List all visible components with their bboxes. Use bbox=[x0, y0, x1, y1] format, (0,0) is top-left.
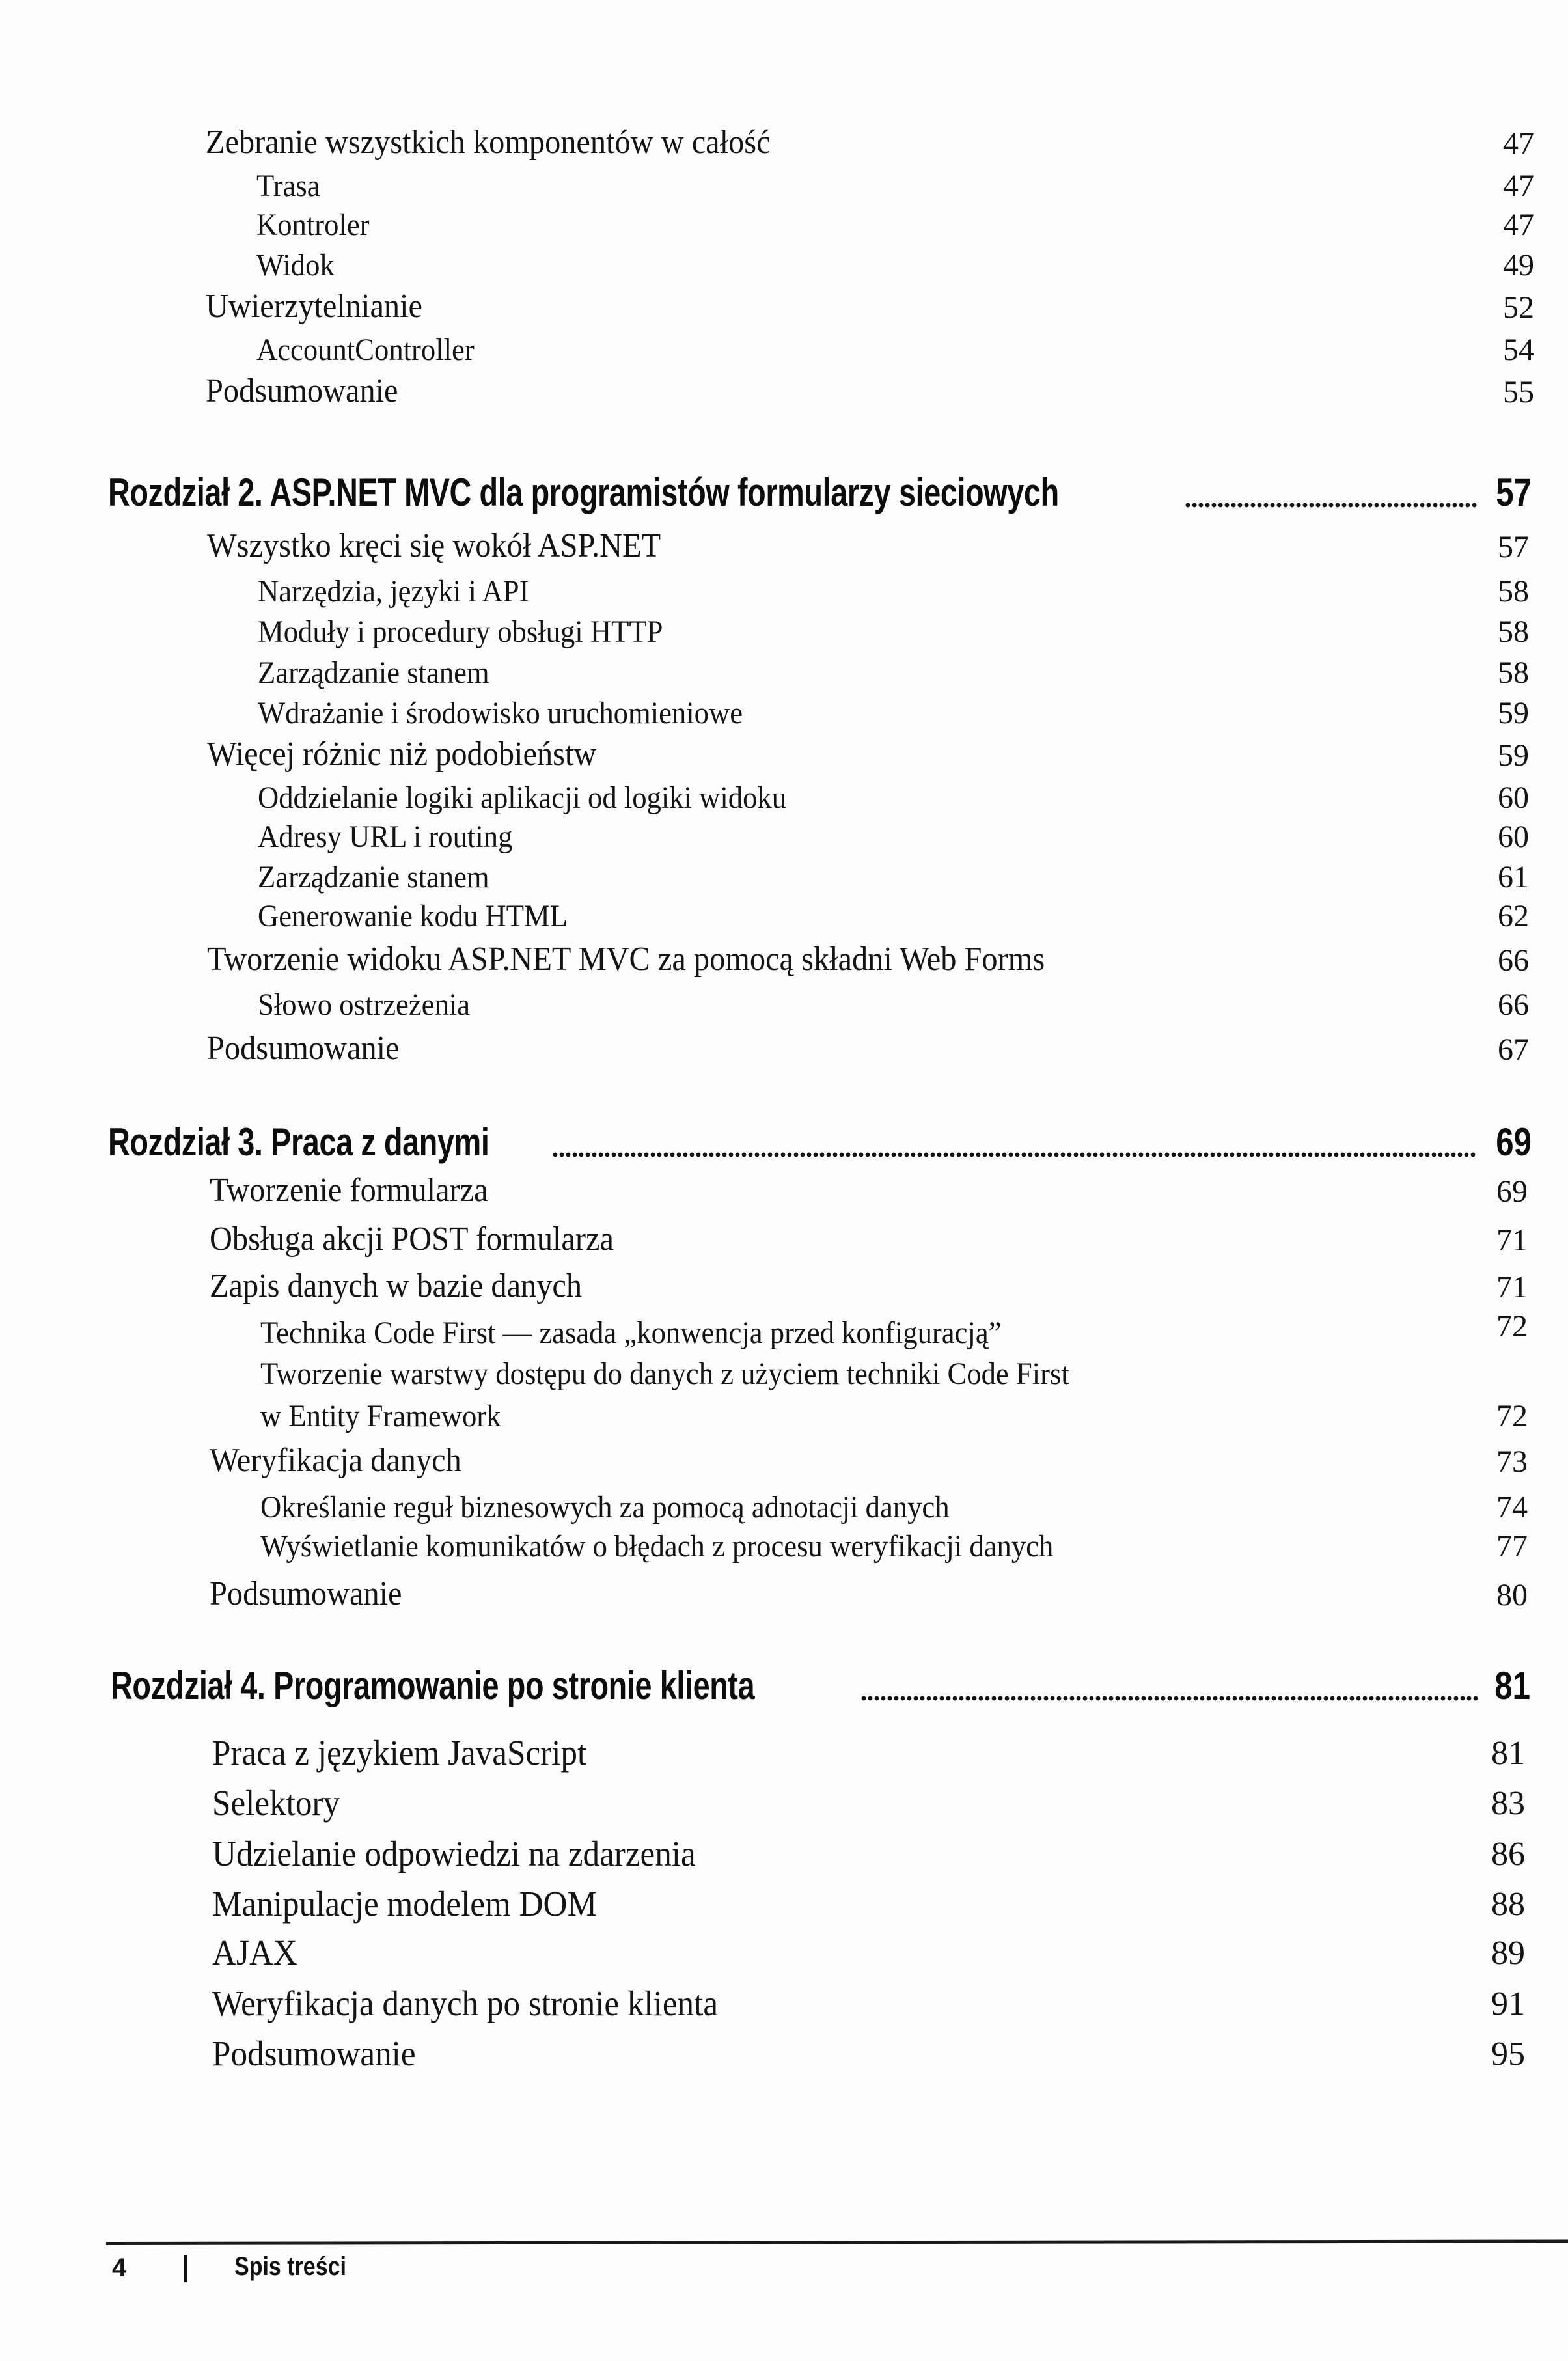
toc-entry-page: 59 bbox=[1498, 738, 1529, 773]
toc-entry-page: 52 bbox=[1503, 290, 1534, 325]
toc-entry-title: Słowo ostrzeżenia bbox=[258, 987, 471, 1022]
toc-entry-page: 80 bbox=[1496, 1578, 1528, 1612]
toc-entry-page: 66 bbox=[1498, 987, 1529, 1022]
toc-entry-page: 47 bbox=[1503, 126, 1534, 161]
toc-entry-page: 59 bbox=[1498, 696, 1529, 730]
toc-entry-title: Narzędzia, języki i API bbox=[258, 574, 529, 609]
toc-entry-title: Tworzenie warstwy dostępu do danych z użyciem techniki Code First bbox=[260, 1357, 1069, 1391]
toc-entry-title: Podsumowanie bbox=[210, 1575, 402, 1612]
toc-entry-page: 89 bbox=[1491, 1935, 1525, 1972]
chapter-page: 81 bbox=[1494, 1664, 1530, 1707]
toc-entry-title: Weryfikacja danych bbox=[210, 1442, 461, 1479]
toc-entry-page: 49 bbox=[1503, 248, 1534, 283]
toc-entry-page: 47 bbox=[1503, 169, 1534, 203]
toc-entry-title: AJAX bbox=[212, 1933, 297, 1972]
toc-entry-title: Więcej różnic niż podobieństw bbox=[207, 736, 597, 773]
toc-entry-page: 91 bbox=[1491, 1985, 1525, 2023]
toc-entry-title: Podsumowanie bbox=[206, 372, 398, 409]
toc-entry-title: Praca z językiem JavaScript bbox=[212, 1733, 587, 1773]
toc-entry-page: 81 bbox=[1491, 1735, 1525, 1772]
toc-entry-title: Podsumowanie bbox=[207, 1030, 400, 1067]
toc-entry-title: Obsługa akcji POST formularza bbox=[210, 1221, 614, 1258]
toc-entry-page: 83 bbox=[1491, 1785, 1525, 1822]
toc-entry-page: 86 bbox=[1491, 1836, 1525, 1873]
toc-entry-page: 71 bbox=[1496, 1270, 1528, 1305]
leader-dots bbox=[1185, 502, 1478, 508]
toc-entry-title: Podsumowanie bbox=[212, 2034, 416, 2073]
toc-entry-title: Trasa bbox=[256, 169, 320, 203]
toc-entry-title: Zapis danych w bazie danych bbox=[210, 1267, 583, 1305]
footer-rule bbox=[106, 2239, 1568, 2245]
toc-entry-page: 72 bbox=[1496, 1309, 1528, 1344]
chapter-page: 69 bbox=[1496, 1120, 1532, 1164]
leader-dots bbox=[860, 1695, 1478, 1702]
toc-entry-title: w Entity Framework bbox=[260, 1399, 501, 1433]
toc-entry-title: Tworzenie widoku ASP.NET MVC za pomocą składni Web Forms bbox=[207, 941, 1045, 978]
toc-entry-page: 57 bbox=[1498, 530, 1529, 564]
toc-entry-title: Selektory bbox=[212, 1783, 340, 1823]
toc-entry-page: 60 bbox=[1498, 780, 1529, 815]
toc-entry-page: 71 bbox=[1496, 1223, 1528, 1258]
toc-entry-page: 55 bbox=[1503, 375, 1534, 409]
toc-entry-title: Wszystko kręci się wokół ASP.NET bbox=[207, 527, 661, 564]
chapter-page: 57 bbox=[1496, 471, 1532, 514]
toc-entry-page: 54 bbox=[1503, 333, 1534, 367]
toc-entry-page: 58 bbox=[1498, 614, 1529, 649]
toc-entry-page: 73 bbox=[1496, 1444, 1528, 1479]
toc-entry-title: Uwierzytelnianie bbox=[206, 288, 422, 325]
toc-entry-page: 95 bbox=[1491, 2036, 1525, 2073]
footer-page-number: 4 bbox=[112, 2254, 127, 2282]
toc-entry-title: Określanie reguł biznesowych za pomocą adnotacji danych bbox=[260, 1490, 950, 1525]
toc-entry-title: Technika Code First — zasada „konwencja przed konfiguracją” bbox=[260, 1316, 1002, 1350]
toc-entry-title: Tworzenie formularza bbox=[210, 1172, 488, 1209]
leader-dots bbox=[552, 1152, 1476, 1158]
footer-separator bbox=[184, 2255, 187, 2282]
toc-entry-page: 58 bbox=[1498, 574, 1529, 609]
toc-entry-page: 47 bbox=[1503, 208, 1534, 242]
toc-entry-page: 60 bbox=[1498, 820, 1529, 854]
toc-entry-title: AccountController bbox=[256, 333, 475, 367]
toc-entry-title: Generowanie kodu HTML bbox=[258, 899, 568, 933]
toc-entry-title: Widok bbox=[256, 248, 335, 283]
toc-entry-page: 72 bbox=[1496, 1399, 1528, 1433]
toc-entry-page: 62 bbox=[1498, 899, 1529, 933]
toc-entry-title: Manipulacje modelem DOM bbox=[212, 1884, 597, 1924]
toc-entry-page: 67 bbox=[1498, 1032, 1529, 1067]
toc-entry-page: 88 bbox=[1491, 1886, 1525, 1923]
toc-entry-title: Oddzielanie logiki aplikacji od logiki widoku bbox=[258, 780, 787, 815]
toc-entry-title: Moduły i procedury obsługi HTTP bbox=[258, 614, 663, 649]
toc-entry-page: 74 bbox=[1496, 1490, 1528, 1525]
toc-entry-page: 61 bbox=[1498, 860, 1529, 894]
toc-entry-title: Zarządzanie stanem bbox=[258, 860, 489, 894]
footer-section-title: Spis treści bbox=[234, 2252, 346, 2281]
chapter-title: Rozdział 4. Programowanie po stronie klienta bbox=[111, 1664, 755, 1707]
toc-entry-title: Zebranie wszystkich komponentów w całość bbox=[206, 124, 771, 161]
chapter-title: Rozdział 3. Praca z danymi bbox=[108, 1120, 489, 1164]
toc-entry-page: 77 bbox=[1496, 1529, 1528, 1564]
toc-entry-page: 69 bbox=[1496, 1174, 1528, 1209]
toc-entry-page: 58 bbox=[1498, 656, 1529, 690]
toc-entry-title: Zarządzanie stanem bbox=[258, 656, 489, 690]
toc-entry-title: Kontroler bbox=[256, 208, 370, 242]
toc-entry-page: 66 bbox=[1498, 943, 1529, 978]
toc-entry-title: Wdrażanie i środowisko uruchomieniowe bbox=[258, 696, 743, 730]
chapter-title: Rozdział 2. ASP.NET MVC dla programistów formularzy sieciowych bbox=[108, 471, 1059, 514]
toc-entry-title: Weryfikacja danych po stronie klienta bbox=[212, 1983, 719, 2023]
toc-entry-title: Wyświetlanie komunikatów o błędach z procesu weryfikacji danych bbox=[260, 1529, 1054, 1564]
toc-entry-title: Adresy URL i routing bbox=[258, 820, 513, 854]
toc-entry-title: Udzielanie odpowiedzi na zdarzenia bbox=[212, 1834, 696, 1873]
